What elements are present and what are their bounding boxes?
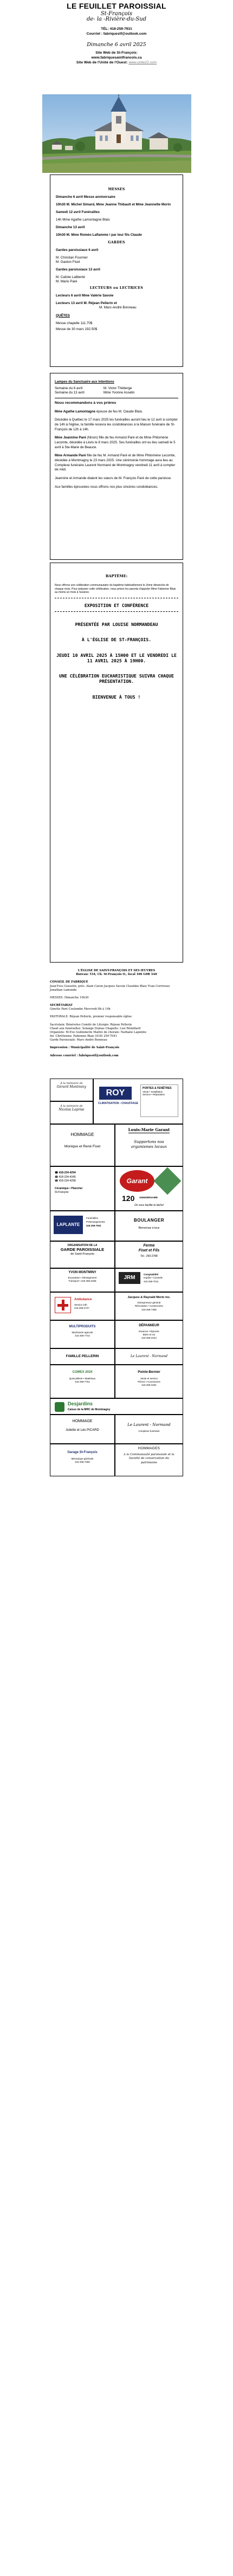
bapteme-heading: BAPTÊME: [105,574,128,578]
messes-sun13-detail: 10h30 M. Mme Roméo Laflamme / par leur fils Claude [56,233,142,237]
church-photo [42,94,191,173]
expo-line-1: EXPOSITION ET CONFÉRENCE [84,602,149,608]
expo-line-6: BIENVENUE À TOUS ! [92,694,141,700]
cross-icon [55,1297,71,1313]
priere-5: Aux familles éprouvées nous offrons nos plus sincères condoléances. [55,485,158,489]
conseil-block: CONSEIL DE FABRIQUE Jean-Yves Gosselin, prés. Alain Caron Jacques Savoie Claudine Blais Yvan Corriveau Jonathan Lamonde [50,980,170,992]
bulletin-title: LE FEUILLET PAROISSIAL [67,2,166,10]
info-title: L'ÉGLISE DE SAINT-FRANÇOIS ET SES ŒUVRES [77,969,156,972]
expo-line-3: À L'ÉGLISE DE ST-FRANÇOIS. [81,637,152,643]
events-box [50,563,183,963]
bulletin-header [0,0,233,66]
schedule-box [50,175,183,367]
messes-sat12: Samedi 12 avril Funérailles [56,210,100,215]
prieres-heading: Nous recommandons à vos prières [55,401,116,405]
lecteurs-13-b: M. Marc-André Bonneau [99,306,137,310]
roy-details: PORTES & FENÊTRES Vente • Installation Service • Réparation [140,1084,178,1117]
lampe-name-2: Mme Yvonne Asselin [103,390,135,395]
ad-boulanger: BOULANGER Bienvenue à tous [115,1211,183,1241]
ad-memoire-montminy: À la mémoire de Gérard Montminy [50,1079,93,1101]
email-address: Courriel : fabriquestf@outlook.com [86,31,147,36]
priere-2: Mme Jeannine Paré (Ninon) fille de feu Armand Paré et de Mme Philomène Lecomte, décédée à Lévis le 8 mars 2025. Ses funérailles ont eu lieu samedi le 5 avril à Ste-Marie de Beauce. [55,436,176,449]
contact-block [0,27,233,37]
priere-3: Mme Armande Paré fille de feu M. Armand Paré et de Mme Philomène Lecomte, décédée à Montmagny le 23 mars 2025. Une cérémonie hommage aura lieu au Complexe funéraire Laurent Normand de Montmagny vendredi 11 avril à compter de midi. [55,454,176,472]
priere-1: Mme Agathe Lamontagne épouse de feu M. Claude Blais. [55,409,143,414]
ad-laurent-normand: Le Laurent - Normand [115,1348,183,1365]
unit-website-label: Site Web de l'Unité de l'Ouest: [76,60,128,64]
quete-2: Messe de 30 mars 192.50$ [56,327,98,331]
gardes-6-label: Gardes paroissiaux 6 avril [56,248,99,253]
website-block [0,51,233,66]
info-chretienne: Ini. Chrétienne: Fabienne Blais (418) 259-7041 [50,1035,117,1038]
quete-1: Messe chapelle 111.70$ [56,321,93,325]
ad-thomas-ceramique: ☎ 418-234-4294 ☎ 418-234-4345 ☎ 418-234-4298 Céramique • Plancher St-François [50,1166,115,1211]
lampe-row-2 [55,391,178,395]
info-organiste: Organiste: M-Eve Guillemette Maître de chorale: Nathalie Lapointe [50,1030,147,1034]
lecteurs-13: Lecteurs 13 avril M. Réjean Pellerin et [56,301,117,306]
phone-number: TÉL: 418-259-7931 [101,27,132,31]
ad-ambulance: Ambulance Service 24h 418 259-2727 [50,1292,115,1320]
ad-garant: Garant 120 ANNIVERSAIRE On vous facilite la tâche! [115,1166,183,1211]
info-courriel: Adresse courriel : fabriquestf@outlook.com [50,1054,119,1057]
lampe-row-1 [55,386,178,391]
info-impression: Impression : Municipalité de Saint-François [50,1046,120,1050]
messes-sunday6: Dimanche 6 avril Messe anniversaire [56,195,115,199]
bulletin-date: Dimanche 6 avril 2025 [87,41,146,48]
ad-bottom-left: Garage St-François Mécanique générale 418 259-7266 [50,1444,115,1476]
garant-logo: Garant [120,1170,154,1192]
ad-famille-pellerin: FAMILLE PELLERIN [50,1348,115,1365]
parish-name-line2: de- la -Rivière-du-Sud [86,16,147,23]
lecteurs-6: Lecteurs 6 avril Mme Valérie Savoie [56,294,114,298]
gardes-heading: GARDES [108,241,125,245]
info-messes: MESSES: Dimanche 10h30 [50,996,89,999]
quetes-heading: QUÊTES [56,313,70,318]
lecteurs-heading: LECTEURS ou LECTRICES [89,286,144,290]
gardes-13-name-1: M. Calixte Laliberté [56,275,85,280]
lampe-week-2: Semaine du 13 avril [55,390,85,395]
messes-heading: MESSES [108,188,125,191]
ad-yvon-montminy: YVON MONTMINY Excavation • Déneigement Transport • 418 259-2258 [50,1268,115,1292]
messes-sunday6-detail: 10h30 M. Michel Simard, Mme Jeanne Thibault et Mme Jeannette Morin [56,202,171,206]
ad-memoire-laprise: À la mémoire de Nicolas Laprise [50,1101,93,1124]
website-link[interactable]: www.fabriquesaintfrancois.ca [91,55,142,60]
ad-depanneur: DÉPANNEUR Essence • Épicerie Bière et vin 418 259-2244 [115,1320,183,1348]
ad-pointe-bernier: Pointe-Bernier Vente et service Pièces • Accessoires 418 259-2201 [115,1365,183,1398]
lampe-week-1: Semaine du 6 avril [55,386,83,390]
priere-4: Jeannine et Armande étaient les sœurs de M. François Paré de cette paroisse. [55,476,172,480]
ad-hommages-communaute: HOMMAGES à la Communauté paroissiale et la Société de conservation du patrimoine [115,1444,183,1476]
expo-line-4: JEUDI 10 AVRIL 2025 À 15H00 ET LE VENDREDI LE 11 AVRIL 2025 À 19H00. [56,652,177,663]
gardes-13-name-2: M. Mario Paré [56,280,77,284]
ad-hommage-fiset: HOMMAGE Monique et René Fiset [50,1124,115,1166]
ad-desjardins: Desjardins Caisse de la MRC de Montmagny [50,1398,183,1415]
info-chant: Chant aux funérailles: Solange Dumas Chapelle: Lise Rémillard [50,1026,141,1030]
ad-louis-marie-garant: Louis-Marie Garant Supportons nos organismes locaux [115,1124,183,1166]
messes-sun13: Dimanche 13 avril [56,225,85,230]
prayers-box [50,373,183,560]
info-address: Bureau: 534, Ch. St-François O., local 106 G0R 3A0 [76,973,157,977]
secretariat-block: SECRÉTARIAT Ginette Paré Coulombe Mercredi 8h à 14h [50,1004,111,1011]
ad-garde-paroissiale: ORGANISATION DE LA GARDE PAROISSIALE de Saint-François [50,1241,115,1268]
gardes-6-name-1: M. Christian Fournier [56,256,88,260]
desjardins-logo-icon [55,1402,64,1412]
garant-leaf-icon [154,1167,182,1195]
info-pastorale: PASTORALE: Réjean Pellerin, premier responsable église [50,1015,132,1019]
dashed-divider [55,611,178,612]
ad-multiproducts: MULTIPRODUITS Machinerie agricole 418 259-7744 [50,1320,115,1348]
info-sacristain: Sacristain: Bénévoles Comité de Liturgie: Réjean Pellerin [50,1023,132,1026]
ad-jrm: JRM Comptabilité Impôts • Conseils 418 259-7011 [115,1268,183,1292]
lampes-heading: Lampes du Sanctuaire aux intentions [55,380,114,384]
messes-sat12-detail: 14h Mme Agathe Lamontagne Blais [56,218,110,222]
info-garde: Garde Paroissiale: Marc-André Bonneau [50,1038,107,1042]
expo-line-2: PRÉSENTÉE PAR LOUISE NORMANDEAU [75,622,158,628]
ad-coop: COMEX 2024 Quincaillerie • Matériaux 418 259-7751 [50,1365,115,1398]
roy-logo: ROY [99,1087,132,1100]
lampe-name-1: M. Victor Théberge [103,386,132,390]
ad-morin: Jacques & Raynald Morin inc. Entrepreneur général Rénovation • Construction 418 259-7355 [115,1292,183,1320]
parish-name-line1: St-François [100,10,133,17]
bapteme-text: Nous offrons une célébration communautaire du baptême habituellement le 2ème dimanche de chaque mois. Pour préparer cette célébration, nous prions les parents d'appeler Mme Fabienne Blais au moins un mois à l'avance. [55,584,176,595]
ad-ferme-fiset: Ferme Fiset et Fils Tel.: 259-2788 [115,1241,183,1268]
unit-website-link[interactable]: www.unite22.com [128,60,157,64]
ad-roy: ROY CLIMATISATION • CHAUFFAGE PORTES & FENÊTRES Vente • Installation Service • Réparation [93,1079,183,1124]
ad-laplante: LAPLANTE Funérailles Préarrangements 418 259-7931 [50,1211,115,1241]
website-label: Site Web de St-François: [95,50,138,55]
priere-1-more: Décédée à Québec le 17 mars 2025 les funérailles auront lieu le 12 avril à compter de 14h à l'église, la famille recevra les condoléances à la Maison funéraire de St-François de 12h à 14h. [55,418,178,431]
gardes-6-name-2: M. Gaston Fiset [56,260,80,264]
ad-laurent-normand-logo: Le Laurent - Normand Complexe funéraire [115,1415,183,1444]
gardes-13-label: Gardes paroissiaux 13 avril [56,268,100,272]
ad-hommage-picard: HOMMAGE Juliette et Léo PICARD [50,1415,115,1444]
expo-line-5: UNE CÉLÉBRATION EUCHARISTIQUE SUIVRA CHAQUE PRÉSENTATION. [59,673,174,685]
parish-info [50,969,183,1062]
